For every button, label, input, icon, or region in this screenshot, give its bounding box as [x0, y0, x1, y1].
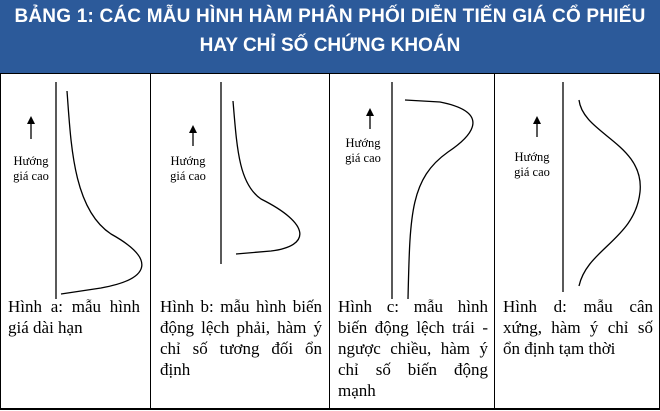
- up-arrow-head: [533, 116, 541, 124]
- caption-a: Hình a: mẫu hình giá dài hạn: [8, 297, 140, 337]
- axis-label-line-2: giá cao: [170, 169, 206, 183]
- distribution-curve: [61, 91, 142, 294]
- axis-label-line-2: giá cao: [345, 151, 381, 165]
- table-header-banner: [0, 0, 660, 73]
- axis-label-high-price: [497, 150, 567, 180]
- caption-c: Hình c: mẫu hình biến động lệch trái - ngược chiều, hàm ý chỉ số biến động mạnh: [338, 297, 488, 400]
- axis-label-high-price: [153, 154, 223, 184]
- axis-label-line-2: giá cao: [514, 165, 550, 179]
- panel-a: [0, 73, 151, 410]
- panel-b: [150, 73, 330, 410]
- up-arrow-head: [366, 108, 374, 116]
- axis-label-line-1: Hướng: [514, 150, 550, 164]
- title-line-1: BẢNG 1: CÁC MẪU HÌNH HÀM PHÂN PHỐI DIỄN TIẾN GIÁ CỔ PHIẾU: [14, 6, 646, 27]
- title-line-2: HAY CHỈ SỐ CHỨNG KHOÁN: [199, 35, 461, 56]
- caption-d: Hình d: mẫu cân xứng, hàm ý chỉ số ổn định tạm thời: [503, 297, 653, 358]
- panel-d-figure: [495, 74, 660, 411]
- caption-b: Hình b: mẫu hình biến động lệch phải, hàm ý chỉ số tương đối ổn định: [160, 297, 322, 379]
- axis-label-line-1: Hướng: [345, 136, 381, 150]
- axis-label-line-1: Hướng: [170, 154, 206, 168]
- panel-a-figure: [1, 74, 152, 411]
- distribution-curve: [233, 101, 300, 254]
- axis-label-line-1: Hướng: [13, 154, 49, 168]
- axis-label-high-price: [0, 154, 66, 184]
- panel-d: [494, 73, 660, 410]
- axis-label-high-price: [328, 136, 398, 166]
- panel-c: [329, 73, 495, 410]
- axis-label-line-2: giá cao: [13, 169, 49, 183]
- distribution-curve: [579, 100, 640, 286]
- up-arrow-head: [27, 116, 35, 124]
- distribution-curve: [405, 100, 473, 299]
- up-arrow-head: [189, 125, 197, 133]
